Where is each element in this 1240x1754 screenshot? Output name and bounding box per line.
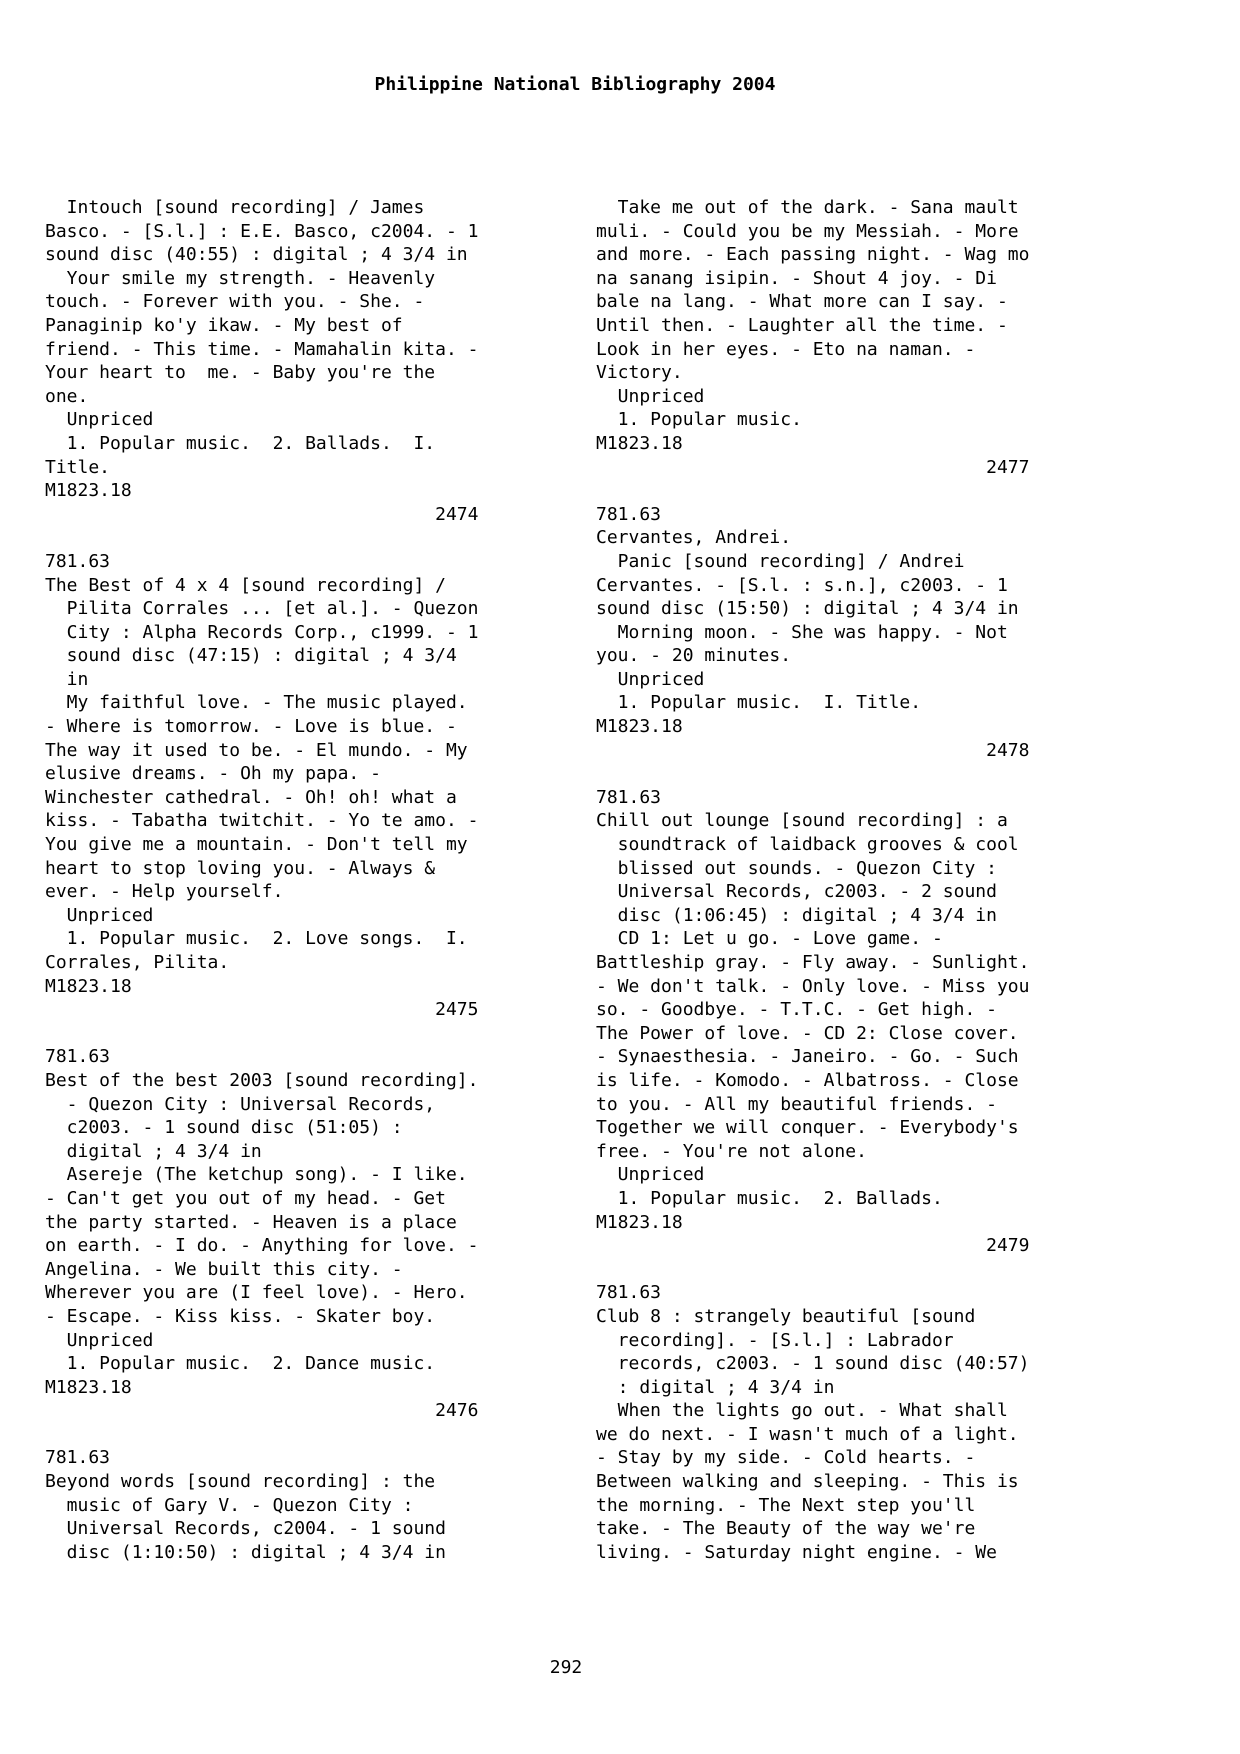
page-number: 292 (549, 1657, 583, 1678)
text-line: recording]. - [S.l.] : Labrador (596, 1329, 954, 1351)
text-line: friend. - This time. - Mamahalin kita. - (45, 338, 479, 360)
text-line: Cervantes, Andrei. (596, 527, 792, 549)
text-line: Unpriced (596, 668, 705, 690)
text-line: blissed out sounds. - Quezon City : (596, 857, 997, 879)
text-line: 2474 (45, 503, 479, 525)
text-line: Take me out of the dark. - Sana mault (596, 197, 1019, 218)
text-line: free. - You're not alone. (596, 1140, 867, 1162)
text-line: 1. Popular music. 2. Love songs. I. (45, 928, 468, 950)
text-line: 781.63 (45, 1046, 111, 1068)
text-line: M1823.18 (45, 975, 132, 997)
text-line: - Quezon City : Universal Records, (45, 1093, 436, 1115)
text-line: CD 1: Let u go. - Love game. - (596, 928, 943, 950)
text-line: - We don't talk. - Only love. - Miss you (596, 975, 1030, 997)
text-line: Corrales, Pilita. (45, 952, 230, 973)
text-line: 1. Popular music. I. Title. (596, 692, 922, 714)
text-line: M1823.18 (45, 480, 132, 502)
text-line: Unpriced (596, 385, 705, 407)
text-line: Victory. (596, 362, 683, 384)
text-line: 2476 (45, 1400, 479, 1422)
text-line: M1823.18 (596, 1211, 683, 1233)
text-line: to you. - All my beautiful friends. - (596, 1093, 997, 1115)
text-line: 1. Popular music. 2. Ballads. I. (45, 432, 436, 454)
text-line: disc (1:10:50) : digital ; 4 3/4 in (45, 1541, 446, 1563)
text-line (45, 1022, 555, 1046)
text-line: sound disc (40:55) : digital ; 4 3/4 in (45, 244, 468, 266)
text-line: Title. (45, 456, 111, 478)
text-line: soundtrack of laidback grooves & cool (596, 834, 1019, 856)
text-line: Battleship gray. - Fly away. - Sunlight. (596, 952, 1030, 973)
text-line: in (45, 668, 89, 690)
text-line: My faithful love. - The music played. (45, 692, 468, 714)
text-line: c2003. - 1 sound disc (51:05) : (45, 1117, 403, 1139)
text-line: 2478 (596, 739, 1030, 761)
text-line: 781.63 (596, 503, 662, 525)
text-line: heart to stop loving you. - Always & (45, 857, 436, 879)
text-line: 2479 (596, 1235, 1030, 1257)
text-line: 2477 (596, 456, 1030, 478)
text-line: M1823.18 (596, 432, 683, 454)
text-line: Unpriced (596, 1164, 705, 1186)
text-line: - Where is tomorrow. - Love is blue. - (45, 716, 457, 738)
text-line: take. - The Beauty of the way we're (596, 1518, 976, 1540)
text-line: Panic [sound recording] / Andrei (596, 550, 965, 572)
text-line: 1. Popular music. 2. Ballads. (596, 1187, 943, 1209)
text-line: Universal Records, c2003. - 2 sound (596, 881, 997, 903)
text-line: Asereje (The ketchup song). - I like. (45, 1164, 468, 1186)
text-line: - Can't get you out of my head. - Get (45, 1187, 446, 1209)
text-line: bale na lang. - What more can I say. - (596, 291, 1008, 313)
text-line: so. - Goodbye. - T.T.C. - Get high. - (596, 999, 997, 1021)
right-column (596, 196, 1106, 1564)
text-line: Look in her eyes. - Eto na naman. - (596, 338, 976, 360)
text-line: 781.63 (596, 786, 662, 808)
text-line: the party started. - Heaven is a place (45, 1211, 457, 1233)
text-line: Universal Records, c2004. - 1 sound (45, 1518, 446, 1540)
text-line: is life. - Komodo. - Albatross. - Close (596, 1069, 1019, 1091)
text-line: Club 8 : strangely beautiful [sound (596, 1305, 976, 1327)
text-line: touch. - Forever with you. - She. - (45, 291, 425, 313)
text-line: M1823.18 (596, 716, 683, 738)
text-line: one. (45, 385, 89, 407)
page-title: Philippine National Bibliography 2004 (374, 74, 776, 95)
text-line: Angelina. - We built this city. - (45, 1258, 403, 1280)
text-line: ever. - Help yourself. (45, 881, 284, 903)
text-line: living. - Saturday night engine. - We (596, 1541, 997, 1563)
text-line: Intouch [sound recording] / James (45, 197, 425, 218)
text-line: Unpriced (45, 904, 154, 926)
text-line (596, 762, 1106, 786)
text-line: 781.63 (45, 1447, 111, 1469)
text-line: the morning. - The Next step you'll (596, 1494, 976, 1516)
text-line: Cervantes. - [S.l. : s.n.], c2003. - 1 (596, 574, 1008, 596)
text-line: : digital ; 4 3/4 in (596, 1376, 835, 1398)
text-line: - Escape. - Kiss kiss. - Skater boy. (45, 1305, 436, 1327)
text-line: elusive dreams. - Oh my papa. - (45, 763, 381, 785)
text-line: Until then. - Laughter all the time. - (596, 314, 1008, 336)
left-column (45, 196, 555, 1564)
text-line: music of Gary V. - Quezon City : (45, 1494, 414, 1516)
text-line (596, 1258, 1106, 1282)
text-line: Basco. - [S.l.] : E.E. Basco, c2004. - 1 (45, 220, 479, 242)
text-line: you. - 20 minutes. (596, 645, 792, 667)
text-line: on earth. - I do. - Anything for love. - (45, 1235, 479, 1257)
text-line: 781.63 (45, 550, 111, 572)
text-line: disc (1:06:45) : digital ; 4 3/4 in (596, 904, 997, 926)
text-line: Your smile my strength. - Heavenly (45, 267, 436, 289)
text-line: kiss. - Tabatha twitchit. - Yo te amo. - (45, 810, 479, 832)
text-line: Unpriced (45, 1329, 154, 1351)
text-line: and more. - Each passing night. - Wag mo (596, 244, 1030, 266)
text-line (45, 1423, 555, 1447)
text-line: When the lights go out. - What shall (596, 1400, 1008, 1422)
text-line: we do next. - I wasn't much of a light. (596, 1423, 1019, 1445)
text-line: You give me a mountain. - Don't tell my (45, 834, 468, 856)
text-line: sound disc (47:15) : digital ; 4 3/4 (45, 645, 457, 667)
text-line: sound disc (15:50) : digital ; 4 3/4 in (596, 598, 1019, 620)
text-line: records, c2003. - 1 sound disc (40:57) (596, 1353, 1030, 1375)
text-line: Morning moon. - She was happy. - Not (596, 621, 1008, 643)
text-line: Together we will conquer. - Everybody's (596, 1117, 1019, 1139)
text-line (45, 526, 555, 550)
text-line: 2475 (45, 999, 479, 1021)
text-line: M1823.18 (45, 1376, 132, 1398)
text-line: - Stay by my side. - Cold hearts. - (596, 1447, 976, 1469)
text-line: Wherever you are (I feel love). - Hero. (45, 1282, 468, 1304)
text-line: City : Alpha Records Corp., c1999. - 1 (45, 621, 479, 643)
text-line: Pilita Corrales ... [et al.]. - Quezon (45, 598, 479, 620)
text-line: Winchester cathedral. - Oh! oh! what a (45, 786, 457, 808)
text-line: Best of the best 2003 [sound recording]. (45, 1069, 479, 1091)
text-line: na sanang isipin. - Shout 4 joy. - Di (596, 267, 997, 289)
text-line: The way it used to be. - El mundo. - My (45, 739, 468, 761)
text-line: Your heart to me. - Baby you're the (45, 362, 436, 384)
text-line: Chill out lounge [sound recording] : a (596, 810, 1008, 832)
text-line (596, 479, 1106, 503)
text-line: Panaginip ko'y ikaw. - My best of (45, 314, 403, 336)
text-line: The Best of 4 x 4 [sound recording] / (45, 574, 446, 596)
text-line: 1. Popular music. (596, 409, 802, 431)
text-line: digital ; 4 3/4 in (45, 1140, 262, 1162)
text-line: - Synaesthesia. - Janeiro. - Go. - Such (596, 1046, 1019, 1068)
text-line: muli. - Could you be my Messiah. - More (596, 220, 1019, 242)
text-line: 781.63 (596, 1282, 662, 1304)
text-line: Between walking and sleeping. - This is (596, 1471, 1019, 1493)
text-line: Beyond words [sound recording] : the (45, 1471, 436, 1493)
text-line: The Power of love. - CD 2: Close cover. (596, 1022, 1019, 1044)
text-line: 1. Popular music. 2. Dance music. (45, 1353, 436, 1375)
text-line: Unpriced (45, 409, 154, 431)
